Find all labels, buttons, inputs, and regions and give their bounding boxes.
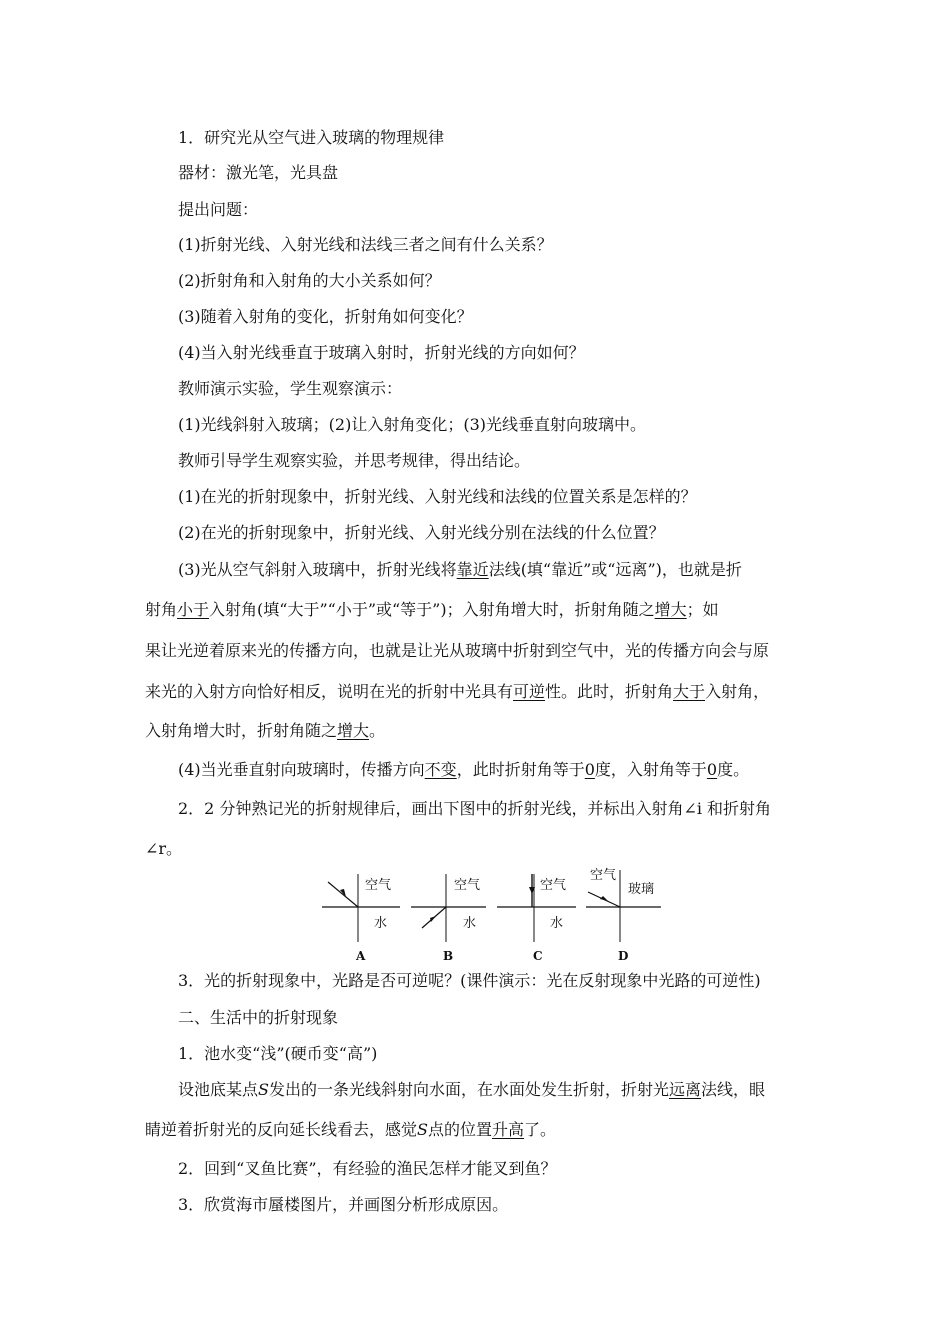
text-segment: 点的位置 bbox=[427, 1120, 492, 1139]
label-air: 空气 bbox=[590, 868, 617, 883]
question-1: (1)折射光线、入射光线和法线三者之间有什么关系？ bbox=[178, 235, 553, 254]
diagram-letter: B bbox=[443, 949, 454, 962]
pool-paragraph-line2 bbox=[145, 1119, 556, 1141]
task-2-line1: 2．2 分钟熟记光的折射规律后，画出下图中的折射光线，并标出入射角∠i 和折射角 bbox=[178, 799, 772, 818]
demo-heading: 教师演示实验，学生观察演示： bbox=[178, 379, 403, 398]
conclusion-2: (2)在光的折射现象中，折射光线、入射光线分别在法线的什么位置？ bbox=[178, 523, 665, 542]
text-segment: 发出的一条光线斜射向水面，在水面处发生折射，折射光 bbox=[268, 1080, 669, 1099]
label-air: 空气 bbox=[540, 878, 567, 893]
label-glass: 玻璃 bbox=[628, 882, 655, 897]
heading-experiment: 1．研究光从空气进入玻璃的物理规律 bbox=[178, 128, 445, 147]
diagram-a bbox=[322, 874, 400, 962]
answer-blank: 增大 bbox=[654, 600, 687, 619]
text-segment: ，此时折射角等于 bbox=[456, 760, 585, 779]
demo-steps: (1)光线斜射入玻璃；(2)让入射角变化；(3)光线垂直射向玻璃中。 bbox=[178, 415, 646, 434]
answer-blank: 不变 bbox=[424, 760, 457, 779]
text-segment: 设池底某点 bbox=[178, 1080, 259, 1099]
text-segment: 性。此时，折射角 bbox=[545, 682, 674, 701]
text-segment: 睛逆着折射光的反向延长线看去，感觉 bbox=[145, 1120, 418, 1139]
point-s: S bbox=[417, 1120, 428, 1139]
text-segment: 射角 bbox=[145, 600, 178, 619]
diagram-letter: A bbox=[356, 949, 366, 962]
guide-line: 教师引导学生观察实验，并思考规律，得出结论。 bbox=[178, 451, 531, 470]
questions-heading: 提出问题： bbox=[178, 200, 259, 219]
task-2-line2: ∠r。 bbox=[145, 839, 183, 858]
label-air: 空气 bbox=[454, 878, 481, 893]
question-2: (2)折射角和入射角的大小关系如何？ bbox=[178, 271, 441, 290]
answer-blank: 靠近 bbox=[456, 560, 489, 579]
point-s: S bbox=[258, 1080, 269, 1099]
task-3: 3．光的折射现象中，光路是否可逆呢？(课件演示：光在反射现象中光路的可逆性) bbox=[178, 971, 761, 990]
answer-blank: 可逆 bbox=[513, 682, 546, 701]
text-segment: 来光的入射方向恰好相反，说明在光的折射中光具有 bbox=[145, 682, 514, 701]
subheading-mirage: 3．欣赏海市蜃楼图片，并画图分析形成原因。 bbox=[178, 1195, 509, 1214]
text-segment: 。 bbox=[369, 721, 386, 740]
label-water: 水 bbox=[463, 916, 477, 931]
text-segment: 了。 bbox=[524, 1120, 557, 1139]
answer-blank: 远离 bbox=[669, 1080, 702, 1099]
conclusion-1: (1)在光的折射现象中，折射光线、入射光线和法线的位置关系是怎样的？ bbox=[178, 487, 697, 506]
conclusion-3-line2 bbox=[145, 599, 719, 621]
answer-blank: 增大 bbox=[337, 721, 370, 740]
text-segment: (4)当光垂直射向玻璃时，传播方向 bbox=[178, 760, 425, 779]
text-segment: 入射角， bbox=[705, 682, 770, 701]
materials-line: 器材：激光笔，光具盘 bbox=[178, 163, 339, 182]
subheading-pool: 1．池水变“浅”(硬币变“高”) bbox=[178, 1044, 378, 1063]
question-4: (4)当入射光线垂直于玻璃入射时，折射光线的方向如何？ bbox=[178, 343, 585, 362]
pool-paragraph-line1 bbox=[178, 1079, 765, 1101]
conclusion-3-line4 bbox=[145, 681, 769, 703]
text-segment: 度，入射角等于 bbox=[594, 760, 707, 779]
diagram-letter: C bbox=[533, 949, 543, 962]
label-water: 水 bbox=[550, 916, 564, 931]
conclusion-3-line3: 果让光逆着原来光的传播方向，也就是让光从玻璃中折射到空气中，光的传播方向会与原 bbox=[145, 641, 770, 660]
answer-blank: 0 bbox=[706, 760, 718, 779]
text-segment: ；如 bbox=[686, 600, 719, 619]
text-segment: 入射角(填“大于”“小于”或“等于”)；入射角增大时，折射角随之 bbox=[209, 600, 655, 619]
text-segment: 入射角增大时，折射角随之 bbox=[145, 721, 338, 740]
text-segment: (3)光从空气斜射入玻璃中，折射光线将 bbox=[178, 560, 457, 579]
answer-blank: 大于 bbox=[673, 682, 706, 701]
answer-blank: 小于 bbox=[177, 600, 210, 619]
text-segment: 法线(填“靠近”或“远离”)，也就是折 bbox=[488, 560, 742, 579]
diagram-d bbox=[586, 867, 661, 962]
label-water: 水 bbox=[374, 916, 388, 931]
text-segment: 法线，眼 bbox=[701, 1080, 766, 1099]
conclusion-3-line1 bbox=[178, 559, 807, 581]
answer-blank: 0 bbox=[584, 760, 595, 779]
answer-blank: 升高 bbox=[492, 1120, 525, 1139]
conclusion-4 bbox=[178, 759, 749, 781]
diagram-c bbox=[497, 874, 576, 962]
refraction-diagrams bbox=[318, 862, 663, 962]
section-heading-2: 二、生活中的折射现象 bbox=[178, 1008, 339, 1027]
question-3: (3)随着入射角的变化，折射角如何变化？ bbox=[178, 307, 473, 326]
text-segment: 度。 bbox=[717, 760, 750, 779]
diagram-b bbox=[411, 874, 486, 962]
subheading-fishing: 2．回到“叉鱼比赛”，有经验的渔民怎样才能叉到鱼？ bbox=[178, 1159, 557, 1178]
conclusion-3-line5 bbox=[145, 720, 385, 742]
label-air: 空气 bbox=[365, 878, 392, 893]
diagram-letter: D bbox=[618, 949, 629, 962]
